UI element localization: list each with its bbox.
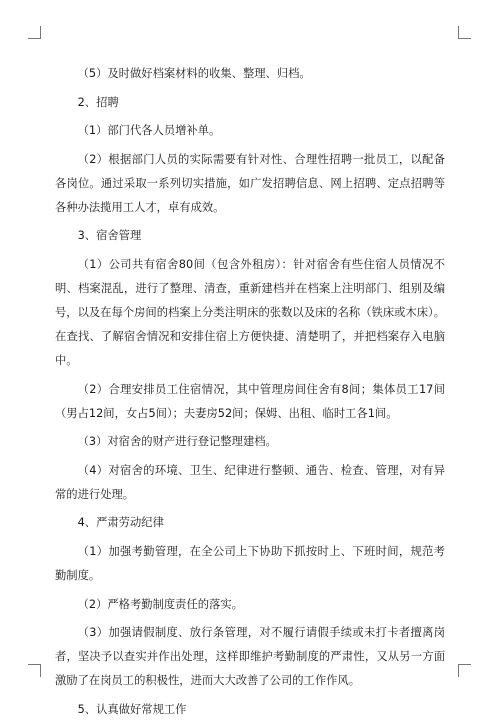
paragraph-dormitory-4: （4）对宿舍的环境、卫生、纪律进行整顿、通告、检查、管理，对有异常的进行处理。 xyxy=(55,463,445,501)
paragraph-recruitment-2: （2）根据部门人员的实际需要有针对性、合理性招聘一批员工，以配备各岗位。通过采取一系列切实措施，如广发招聘信息、网上招聘、定点招聘等各种办法揽用工人才，卓有成效。 xyxy=(55,152,445,214)
paragraph-archive-filing: （5）及时做好档案材料的收集、整理、归档。 xyxy=(77,67,311,80)
crop-mark-bottom-right xyxy=(458,664,471,677)
crop-mark-top-right xyxy=(458,26,471,39)
document-body xyxy=(55,62,445,726)
crop-mark-top-left xyxy=(28,26,41,39)
crop-mark-bottom-left xyxy=(28,664,41,677)
heading-routine-work: 5、认真做好常规工作 xyxy=(77,702,187,716)
heading-dormitory: 3、宿舍管理 xyxy=(77,229,142,243)
paragraph-discipline-2: （2）严格考勤制度责任的落实。 xyxy=(77,597,243,611)
paragraph-discipline-3: （3）加强请假制度、放行条管理，对不履行请假手续或未打卡者擅离岗者，坚决予以查实并作出处理，这样即维护考勤制度的严肃性，又从另一方面激励了在岗员工的积极性，进而大大改善了公司的工作作风。 xyxy=(55,626,445,688)
heading-recruitment: 2、招聘 xyxy=(77,95,119,109)
paragraph-dormitory-3: （3）对宿舍的财产进行登记整理建档。 xyxy=(77,435,277,449)
paragraph-recruitment-1: （1）部门代各人员增补单。 xyxy=(77,124,221,138)
paragraph-dormitory-1: （1）公司共有宿舍80间（包含外租房）：针对宿舍有些住宿人员情况不明、档案混乱，进行了整理、清查，重新建档并在档案上注明部门、组别及编号，以及在每个房间的档案上分类注明床的张数以及床的名称（铁床或木床）。在查找、了解宿舍情况和安排住宿上方便快捷、清楚明了，并把档案存入电脑中。 xyxy=(55,257,445,367)
heading-labor-discipline: 4、严肃劳动纪律 xyxy=(77,516,164,530)
paragraph-discipline-1: （1）加强考勤管理，在全公司上下协助下抓按时上、下班时间，规范考勤制度。 xyxy=(55,544,445,582)
paragraph-dormitory-2: （2）合理安排员工住宿情况，其中管理房间住舍有8间；集体员工17间（男占12间，女占5间）；夫妻房52间；保姆、出租、临时工各1间。 xyxy=(55,382,445,420)
